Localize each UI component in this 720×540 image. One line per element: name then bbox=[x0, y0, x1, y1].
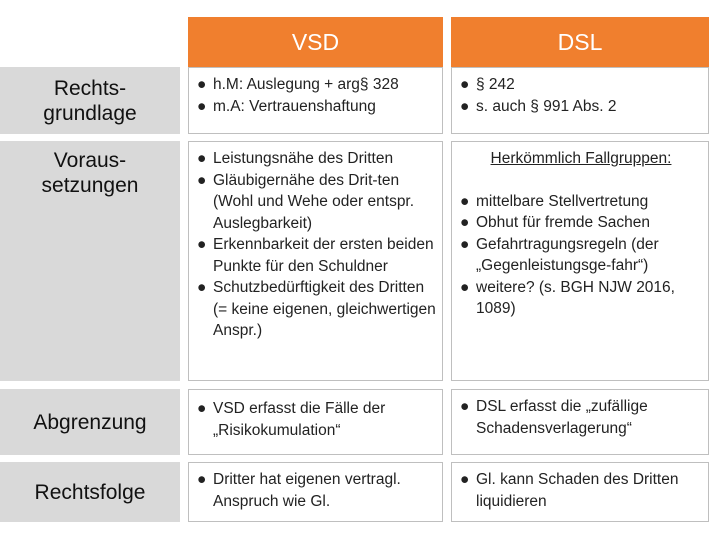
subheading: Herkömmlich Fallgruppen: bbox=[490, 150, 672, 167]
row-label-line: Voraus- bbox=[53, 149, 127, 172]
bullet-list bbox=[460, 396, 702, 439]
bullet-list bbox=[197, 469, 436, 512]
column-header-vsd bbox=[188, 17, 443, 67]
bullet-list bbox=[460, 74, 702, 117]
cell-rechtsgrundlage-vsd bbox=[188, 67, 443, 134]
row-label-line: grundlage bbox=[43, 101, 137, 125]
list-item: ● Obhut für fremde Sachen bbox=[460, 214, 651, 231]
row-label-abgrenzung: Abgrenzung bbox=[0, 389, 180, 455]
list-item: ● Erkennbarkeit der ersten beiden Punkte für den Schuldner bbox=[197, 236, 434, 275]
list-item: ● Leistungsnähe des Dritten bbox=[197, 150, 394, 167]
row-label-voraussetzungen bbox=[0, 141, 180, 381]
column-header-dsl-label: DSL bbox=[557, 28, 603, 55]
list-item: ● s. auch § 991 Abs. 2 bbox=[460, 97, 617, 115]
cell-abgrenzung-vsd bbox=[188, 389, 443, 455]
list-item: ● DSL erfasst die „zufällige Schadensverlagerung“ bbox=[460, 398, 648, 437]
bullet-list bbox=[197, 148, 436, 342]
list-item: ● m.A: Vertrauenshaftung bbox=[197, 97, 376, 115]
bullet-list bbox=[460, 191, 702, 320]
column-header-vsd-label: VSD bbox=[291, 28, 340, 55]
list-item: ● mittelbare Stellvertretung bbox=[460, 192, 649, 210]
list-item: ● § 242 bbox=[460, 76, 515, 93]
row-label-line: setzungen bbox=[41, 174, 139, 197]
cell-voraussetzungen-dsl bbox=[451, 141, 709, 381]
list-item: ● Gl. kann Schaden des Dritten liquidieren bbox=[460, 471, 679, 510]
bullet-list bbox=[460, 469, 702, 512]
cell-voraussetzungen-vsd bbox=[188, 141, 443, 381]
cell-rechtsfolge-vsd bbox=[188, 462, 443, 522]
row-label-rechtsgrundlage bbox=[0, 67, 180, 134]
row-label-rechtsfolge: Rechtsfolge bbox=[0, 462, 180, 522]
list-item: ● Schutzbedürftigkeit des Dritten (= keine eigenen, gleichwertigen Anspr.) bbox=[197, 279, 436, 339]
cell-rechtsfolge-dsl bbox=[451, 462, 709, 522]
cell-abgrenzung-dsl bbox=[451, 389, 709, 455]
column-header-dsl bbox=[451, 17, 709, 67]
list-item: ● Gläubigernähe des Drit-ten (Wohl und Wehe oder entspr. Auslegbarkeit) bbox=[197, 171, 415, 232]
list-item: ● Dritter hat eigenen vertragl. Anspruch wie Gl. bbox=[197, 471, 401, 510]
list-item: ● h.M: Auslegung + arg§ 328 bbox=[197, 76, 399, 93]
row-label-line: Rechts- bbox=[53, 76, 127, 100]
bullet-list bbox=[197, 74, 436, 117]
list-item: ● weitere? (s. BGH NJW 2016, 1089) bbox=[460, 278, 675, 317]
cell-rechtsgrundlage-dsl bbox=[451, 67, 709, 134]
bullet-list bbox=[197, 398, 436, 441]
list-item: ● VSD erfasst die Fälle der „Risikokumulation“ bbox=[197, 400, 386, 439]
list-item: ● Gefahrtragungsregeln (der „Gegenleistungsge-fahr“) bbox=[460, 235, 659, 274]
